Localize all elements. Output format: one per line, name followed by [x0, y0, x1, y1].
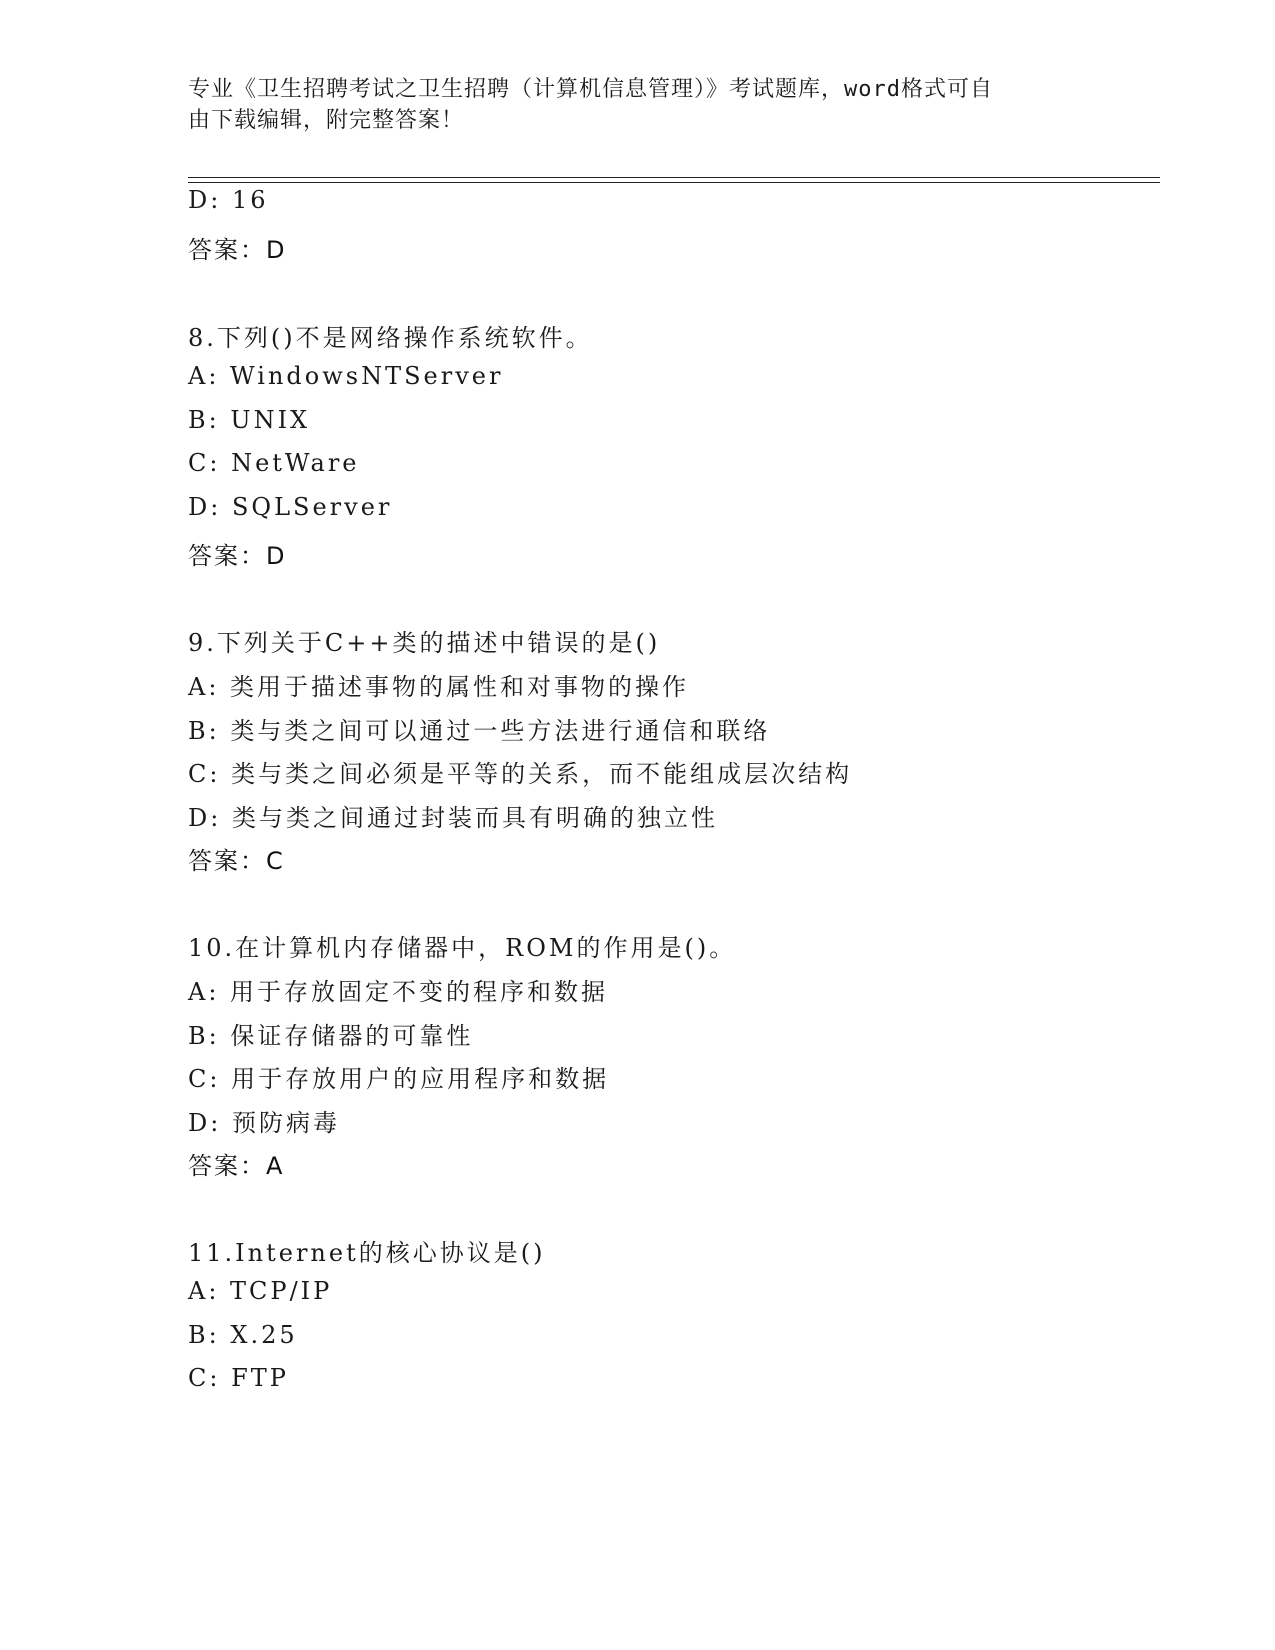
answer-line: 答案：D [188, 236, 287, 264]
option-line: A: 用于存放固定不变的程序和数据 [188, 978, 609, 1006]
question-line: 9.下列关于C++类的描述中错误的是() [188, 629, 661, 657]
question-line: 11.Internet的核心协议是() [188, 1239, 546, 1267]
header-line-2: 由下载编辑，附完整答案！ [188, 108, 465, 133]
option-line: C: NetWare [188, 449, 360, 477]
question-line: 10.在计算机内存储器中，ROM的作用是()。 [188, 934, 737, 962]
answer-line: 答案：A [188, 1152, 285, 1180]
option-line: D: 类与类之间通过封装而具有明确的独立性 [188, 804, 718, 832]
answer-line: 答案：C [188, 847, 285, 875]
option-line: A: WindowsNTServer [188, 362, 504, 390]
option-line: C: FTP [188, 1364, 289, 1392]
option-line: D: 预防病毒 [188, 1109, 340, 1137]
question-line: 8.下列()不是网络操作系统软件。 [188, 324, 593, 352]
option-line: B: 保证存储器的可靠性 [188, 1022, 474, 1050]
answer-line: 答案：D [188, 542, 287, 570]
option-line: C: 类与类之间必须是平等的关系，而不能组成层次结构 [188, 760, 853, 788]
option-line: D: 16 [188, 186, 269, 214]
header-line-1: 专业《卫生招聘考试之卫生招聘（计算机信息管理）》考试题库，word格式可自 [188, 77, 993, 102]
option-line: B: 类与类之间可以通过一些方法进行通信和联络 [188, 717, 771, 745]
option-line: B: UNIX [188, 406, 311, 434]
option-line: D: SQLServer [188, 493, 393, 521]
option-line: B: X.25 [188, 1321, 298, 1349]
header-divider-top [188, 177, 1160, 178]
option-line: C: 用于存放用户的应用程序和数据 [188, 1065, 610, 1093]
document-header [188, 74, 1088, 136]
option-line: A: 类用于描述事物的属性和对事物的操作 [188, 673, 690, 701]
header-divider-bottom [188, 182, 1160, 183]
option-line: A: TCP/IP [188, 1277, 333, 1305]
